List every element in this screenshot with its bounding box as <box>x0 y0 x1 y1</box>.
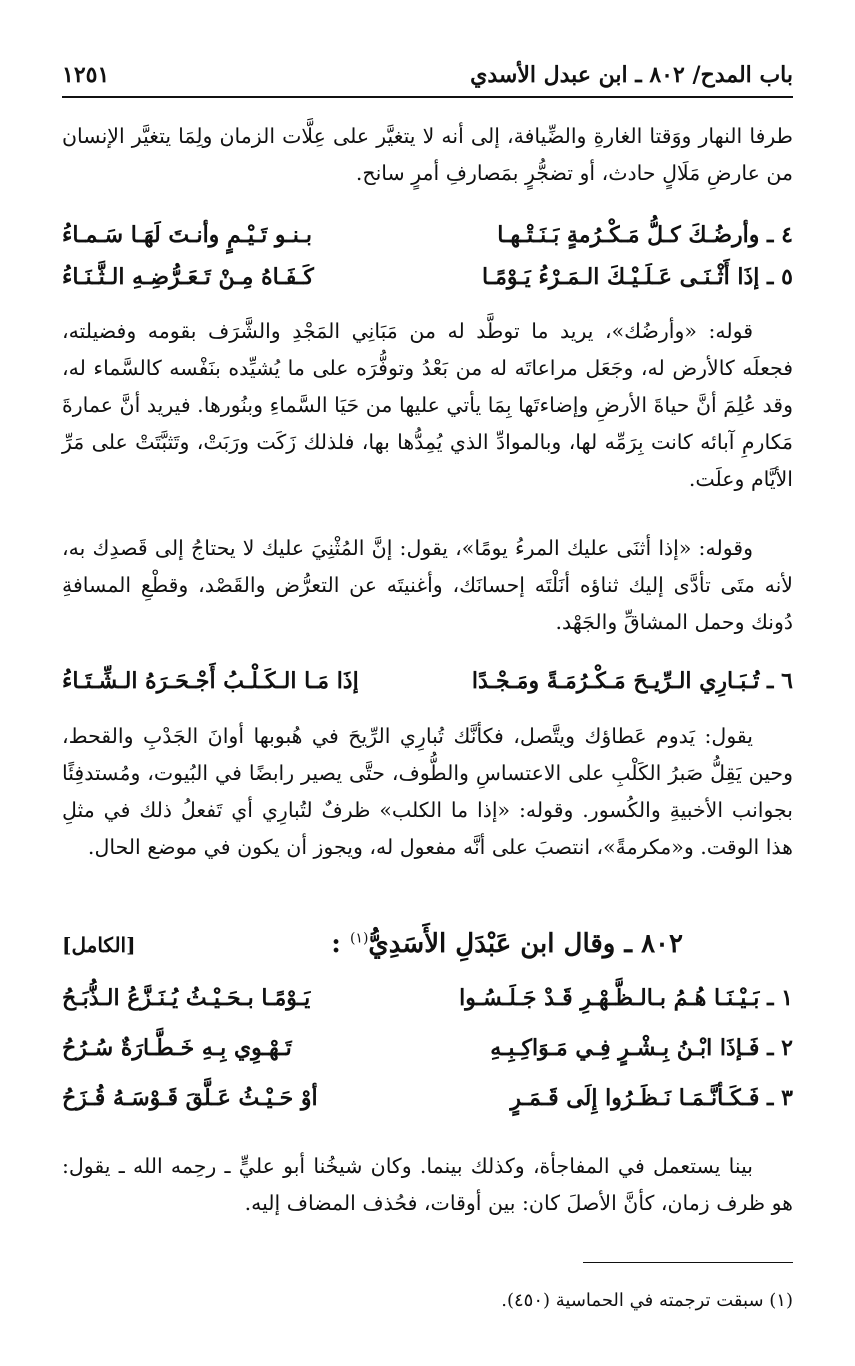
verse-first-hemistich: ١ ـ بَـيْـنَـا هُـمُ بـالـظَّـهْـرِ قَـدْ جَـلَـسُـوا <box>459 985 793 1011</box>
verse-second-hemistich: كَـفَـاهُ مِـنْ تَـعَـرُّضِـهِ الـثَّـنَـاءُ <box>62 264 314 290</box>
commentary-paragraph: يقول: يَدوم عَطاؤك ويتَّصل، فكأنَّك تُبارِي الرِّيحَ في هُبوبها أوانَ الجَدْبِ والقحط، وحين يَقِلُّ صَبرُ الكَلْبِ على الاعتساسِ والطُّوف، حتَّى يصير رابضًا في البُيوت، ومُستدفِئًا بجوانب الأخبيةِ والكُسور. وقوله: «إذا ما الكلب» ظرفٌ لتُبارِي أي تَفعلُ ذلك في مثلِ هذا الوقت. و«مكرمةً»، انتصبَ على أنَّه مفعول له، ويجوز أن يكون في موضع الحال. <box>62 724 793 859</box>
poem-title <box>331 929 683 959</box>
verse-first-hemistich: ٦ ـ تُـبَـارِي الـرِّيـحَ مَـكْـرُمَـةً ومَـجْـدًا <box>471 668 793 694</box>
footnote-divider <box>583 1262 793 1263</box>
verse-second-hemistich: تَـهْـوِي بِـهِ خَـطَّـارَةٌ سُـرُحُ <box>62 1035 292 1061</box>
commentary-paragraph: قوله: «وأرضُك»، يريد ما توطَّد له من مَبَانِي المَجْدِ والشَّرَف بقومه وفضيلته، فجعلَه كالأرض له، وجَعَل مراعاتَه له من بَعْدُ وتوفُّرَه على ما يُشيِّده بنَفْسه كالسَّماء له، وقد عُلِمَ أنَّ حياةَ الأرضِ وإضاءتَها بِمَا يأتي عليها من حَيَا السَّماءِ وبنُورها. فيريد أنَّ عمارةَ مَكارمِ آبائه كانت بِرَمِّه لها، وبالموادِّ الذي يُمِدُّها بها، فلذلك زَكَت ورَبَتْ، وتَثبَّتَتْ على مَرِّ الأيَّام وعلَت. <box>62 319 793 491</box>
verse-second-hemistich: بـنـو تَـيْـمٍ وأنـتَ لَهَـا سَـمـاءُ <box>62 222 312 248</box>
verse-second-hemistich: يَـوْمًـا بـحَـيْـثُ يُـنَـزَّعُ الـذُّبَـحُ <box>62 985 311 1011</box>
verse-line <box>62 985 793 1023</box>
verse-first-hemistich: ٤ ـ وأرضُـكَ كـلُّ مَـكْـرُمةٍ بَـنَـتْـهـا <box>497 222 793 248</box>
verse-first-hemistich: ٢ ـ فَـإذَا ابْـنُ بِـشْـرٍ فِـي مَـوَاكِـبِـهِ <box>490 1035 793 1061</box>
verse-line <box>62 1035 793 1073</box>
verse-first-hemistich: ٥ ـ إذَا أَثْـنَـى عَـلَـيْـكَ الـمَـرْءُ يَـوْمًـا <box>481 264 793 290</box>
running-title: باب المدح/ ٨٠٢ ـ ابن عبدل الأسدي <box>470 62 793 88</box>
verse-line <box>62 222 793 260</box>
meter-label: [الكامل] <box>62 933 136 957</box>
page-number: ١٢٥١ <box>62 62 110 88</box>
poem-title-colon: : <box>331 929 341 959</box>
verse-second-hemistich: أوْ حَـيْـثُ عَـلَّقَ قَـوْسَـهُ قُـزَحُ <box>62 1085 318 1111</box>
verse-line <box>62 668 793 706</box>
footnote: (١) سبقت ترجمته في الحماسية (٤٥٠). <box>501 1290 793 1311</box>
commentary-paragraph: بينا يستعمل في المفاجأة، وكذلك بينما. وكان شيخُنا أبو عليٍّ ـ رحِمه الله ـ يقول: هو ظرف زمان، كأنَّ الأصلَ كان: بين أوقات، فحُذف المضاف إليه. <box>62 1154 793 1215</box>
page-header <box>62 56 793 98</box>
verse-second-hemistich: إذَا مَـا الـكَـلْـبُ أَجْـحَـرَهُ الـشِّـتَـاءُ <box>62 668 359 694</box>
commentary-paragraph: وقوله: «إذا أثنَى عليك المرءُ يومًا»، يقول: إنَّ المُثْنِيَ عليك لا يحتاجُ إلى قَصدِك به، لأنه متَى تأدَّى إليك ثناؤه أنَلْتَه إحسانَك، وأغنيتَه عن التعرُّض والقَصْد، وقطْعِ المسافةِ دُونك وحمل المشاقِّ والجَهْد. <box>62 536 793 634</box>
verse-line <box>62 1085 793 1123</box>
verse-first-hemistich: ٣ ـ فَـكَـأنَّـمَـا نَـظَـرُوا إِلَى قَـمَـرٍ <box>510 1085 793 1111</box>
poem-title-text: ٨٠٢ ـ وقال ابن عَبْدَلِ الأَسَدِيُّ <box>368 929 683 959</box>
commentary-paragraph: طرفا النهار ووَقتا الغارةِ والضِّيافة، إلى أنه لا يتغيَّر على عِلَّات الزمان ولِمَا يتغيَّر الإنسان من عارضِ مَلَالٍ حادث، أو تضجُّرٍ بمَصارفِ أمرٍ سانح. <box>62 124 793 185</box>
verse-line <box>62 264 793 302</box>
footnote-marker: (١) <box>349 930 369 947</box>
poem-heading <box>62 925 793 969</box>
